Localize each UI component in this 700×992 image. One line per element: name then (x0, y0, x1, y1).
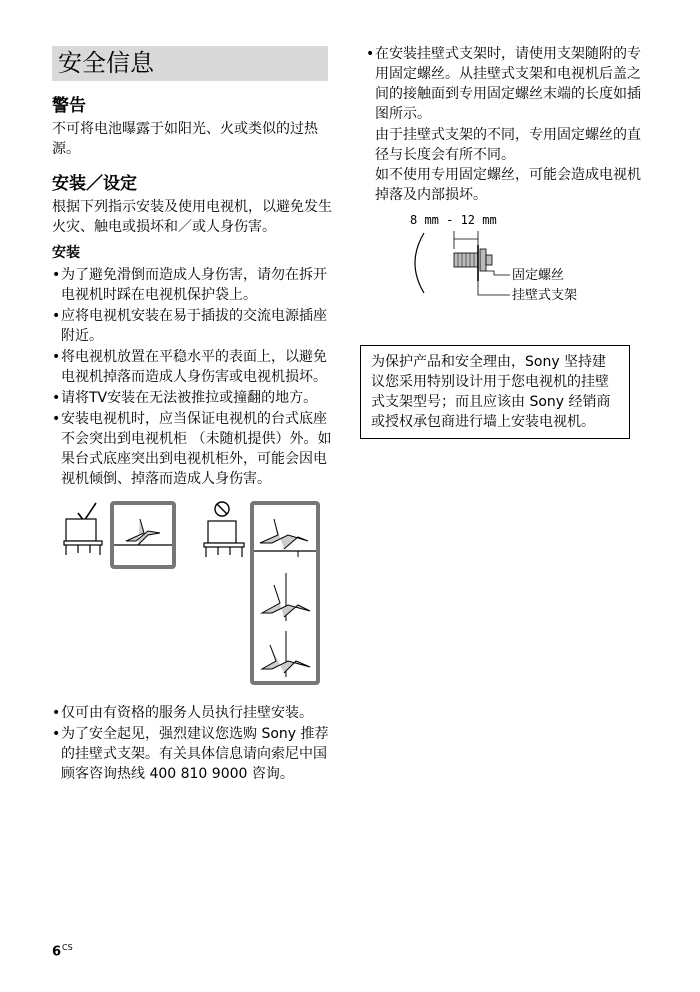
screw-label: 固定螺丝 (512, 268, 565, 283)
page-number-suffix: CS (62, 943, 73, 952)
install-subheading: 安装 (52, 245, 80, 261)
list-item: • 安装电视机时，应当保证电视机的台式底座不会突出到电视机柜 （未随机提供）外。如果台式底座突出到电视机柜外，可能会因电视机倾倒、掉落而造成人身伤害。 (52, 409, 332, 489)
prohibited-icon (215, 502, 229, 516)
left-column (52, 46, 332, 785)
check-icon (78, 503, 96, 521)
list-item: • 为了安全起见，强烈建议您选购 Sony 推荐的挂壁式支架。有关具体信息请向索尼中国顾客咨询热线 400 810 9000 咨询。 (52, 724, 332, 784)
install-intro: 根据下列指示安装及使用电视机，以避免发生火灾、触电或损坏和／或人身伤害。 (52, 199, 332, 235)
install-heading: 安装／设定 (52, 174, 137, 194)
screw-measure-label: 8 mm - 12 mm (410, 213, 497, 227)
screw-diameter-note: 由于挂壁式支架的不同，专用固定螺丝的直径与长度会有所不同。 (375, 127, 641, 163)
list-item: • 在安装挂壁式支架时，请使用支架随附的专用固定螺丝。从挂壁式支架和电视机后盖之间的接触面到专用固定螺丝末端的长度如插图所示。 (366, 44, 641, 124)
page-number (52, 943, 73, 959)
screw-warning-note: 如不使用专用固定螺丝，可能会造成电视机掉落及内部损坏。 (375, 167, 641, 203)
screw-bullet-list (366, 44, 641, 124)
screw-diagram (402, 211, 641, 315)
tv-overhang-icon (204, 521, 244, 557)
install-bullet-list (52, 265, 332, 489)
list-item: • 仅可由有资格的服务人员执行挂壁安装。 (52, 703, 332, 723)
list-item: • 将电视机放置在平稳水平的表面上，以避免电视机掉落而造成人身伤害或电视机损坏。 (52, 347, 332, 387)
screw-icon (454, 249, 492, 271)
bracket-label: 挂壁式支架 (512, 288, 578, 303)
zoom-good-box (112, 503, 174, 567)
list-item: • 请将TV安装在无法被推拉或撞翻的地方。 (52, 388, 332, 408)
list-item: • 应将电视机安装在易于插拔的交流电源插座附近。 (52, 306, 332, 346)
warning-text: 不可将电池曝露于如阳光、火或类似的过热源。 (52, 121, 318, 157)
sony-recommendation-note: 为保护产品和安全理由，Sony 坚持建议您采用特别设计用于您电视机的挂壁式支架型号；而且应该由 Sony 经销商或授权承包商进行墙上安装电视机。 (360, 345, 630, 439)
section-title: 安全信息 (52, 46, 328, 81)
right-column (366, 44, 641, 439)
warning-heading: 警告 (52, 96, 86, 116)
stand-placement-illustration (48, 501, 332, 695)
wall-mount-bullet-list (52, 703, 332, 784)
zoom-bad-box (252, 503, 318, 683)
tv-on-cabinet-icon (64, 519, 102, 555)
list-item: • 为了避免滑倒而造成人身伤害，请勿在拆开电视机时踩在电视机保护袋上。 (52, 265, 332, 305)
page-number-value: 6 (52, 944, 62, 960)
